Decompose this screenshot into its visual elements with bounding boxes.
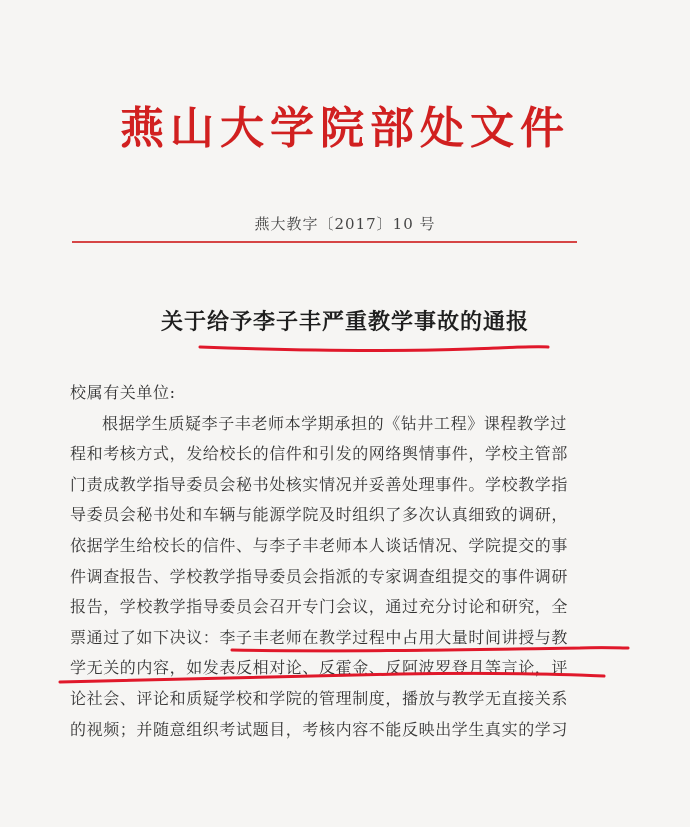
title-underline-mark [200, 347, 548, 351]
body-line-resolution [70, 623, 630, 654]
body-line: 报告，学校教学指导委员会召开专门会议，通过充分讨论和研究，全 [70, 597, 569, 617]
notice-title: 关于给予李子丰严重教学事故的通报 [160, 309, 529, 335]
body-line: 件调查报告、学校教学指导委员会指派的专家调查组提交的事件调研 [70, 566, 569, 586]
body-line: 程和考核方式，发给校长的信件和引发的网络舆情事件，学校主管部 [70, 444, 569, 464]
highlighted-resolution-text-cont: 学无关的内容，如发表反相对论、反霍金、反阿波罗登月等言论， [70, 658, 552, 678]
resolution-prefix: 票通过了如下决议： [70, 627, 220, 647]
body-line: 的视频；并随意组织考试题目，考核内容不能反映出学生真实的学习 [70, 719, 569, 739]
body-line: 依据学生给校长的信件、与李子丰老师本人谈话情况、学院提交的事 [70, 535, 569, 555]
highlighted-resolution-text: 李子丰老师在教学过程中占用大量时间讲授与教 [219, 627, 569, 647]
body-line: 论社会、评论和质疑学校和学院的管理制度，播放与教学无直接关系 [70, 688, 569, 708]
body-line: 根据学生质疑李子丰老师本学期承担的《钻井工程》课程教学过 [102, 413, 567, 433]
document-number: 燕大教字〔2017〕10 号 [254, 215, 436, 233]
document-header-title: 燕山大学院部处文件 [120, 103, 570, 154]
header-divider-rule [72, 241, 577, 243]
salutation: 校属有关单位: [70, 383, 176, 402]
body-line: 门责成教学指导委员会秘书处核实情况并妥善处理事件。学校教学指 [70, 474, 569, 494]
notice-body [70, 378, 630, 745]
resolution-suffix: 评 [551, 658, 569, 678]
body-line-resolution-cont [70, 653, 630, 684]
body-line: 导委员会秘书处和车辆与能源学院及时组织了多次认真细致的调研， [70, 505, 569, 525]
